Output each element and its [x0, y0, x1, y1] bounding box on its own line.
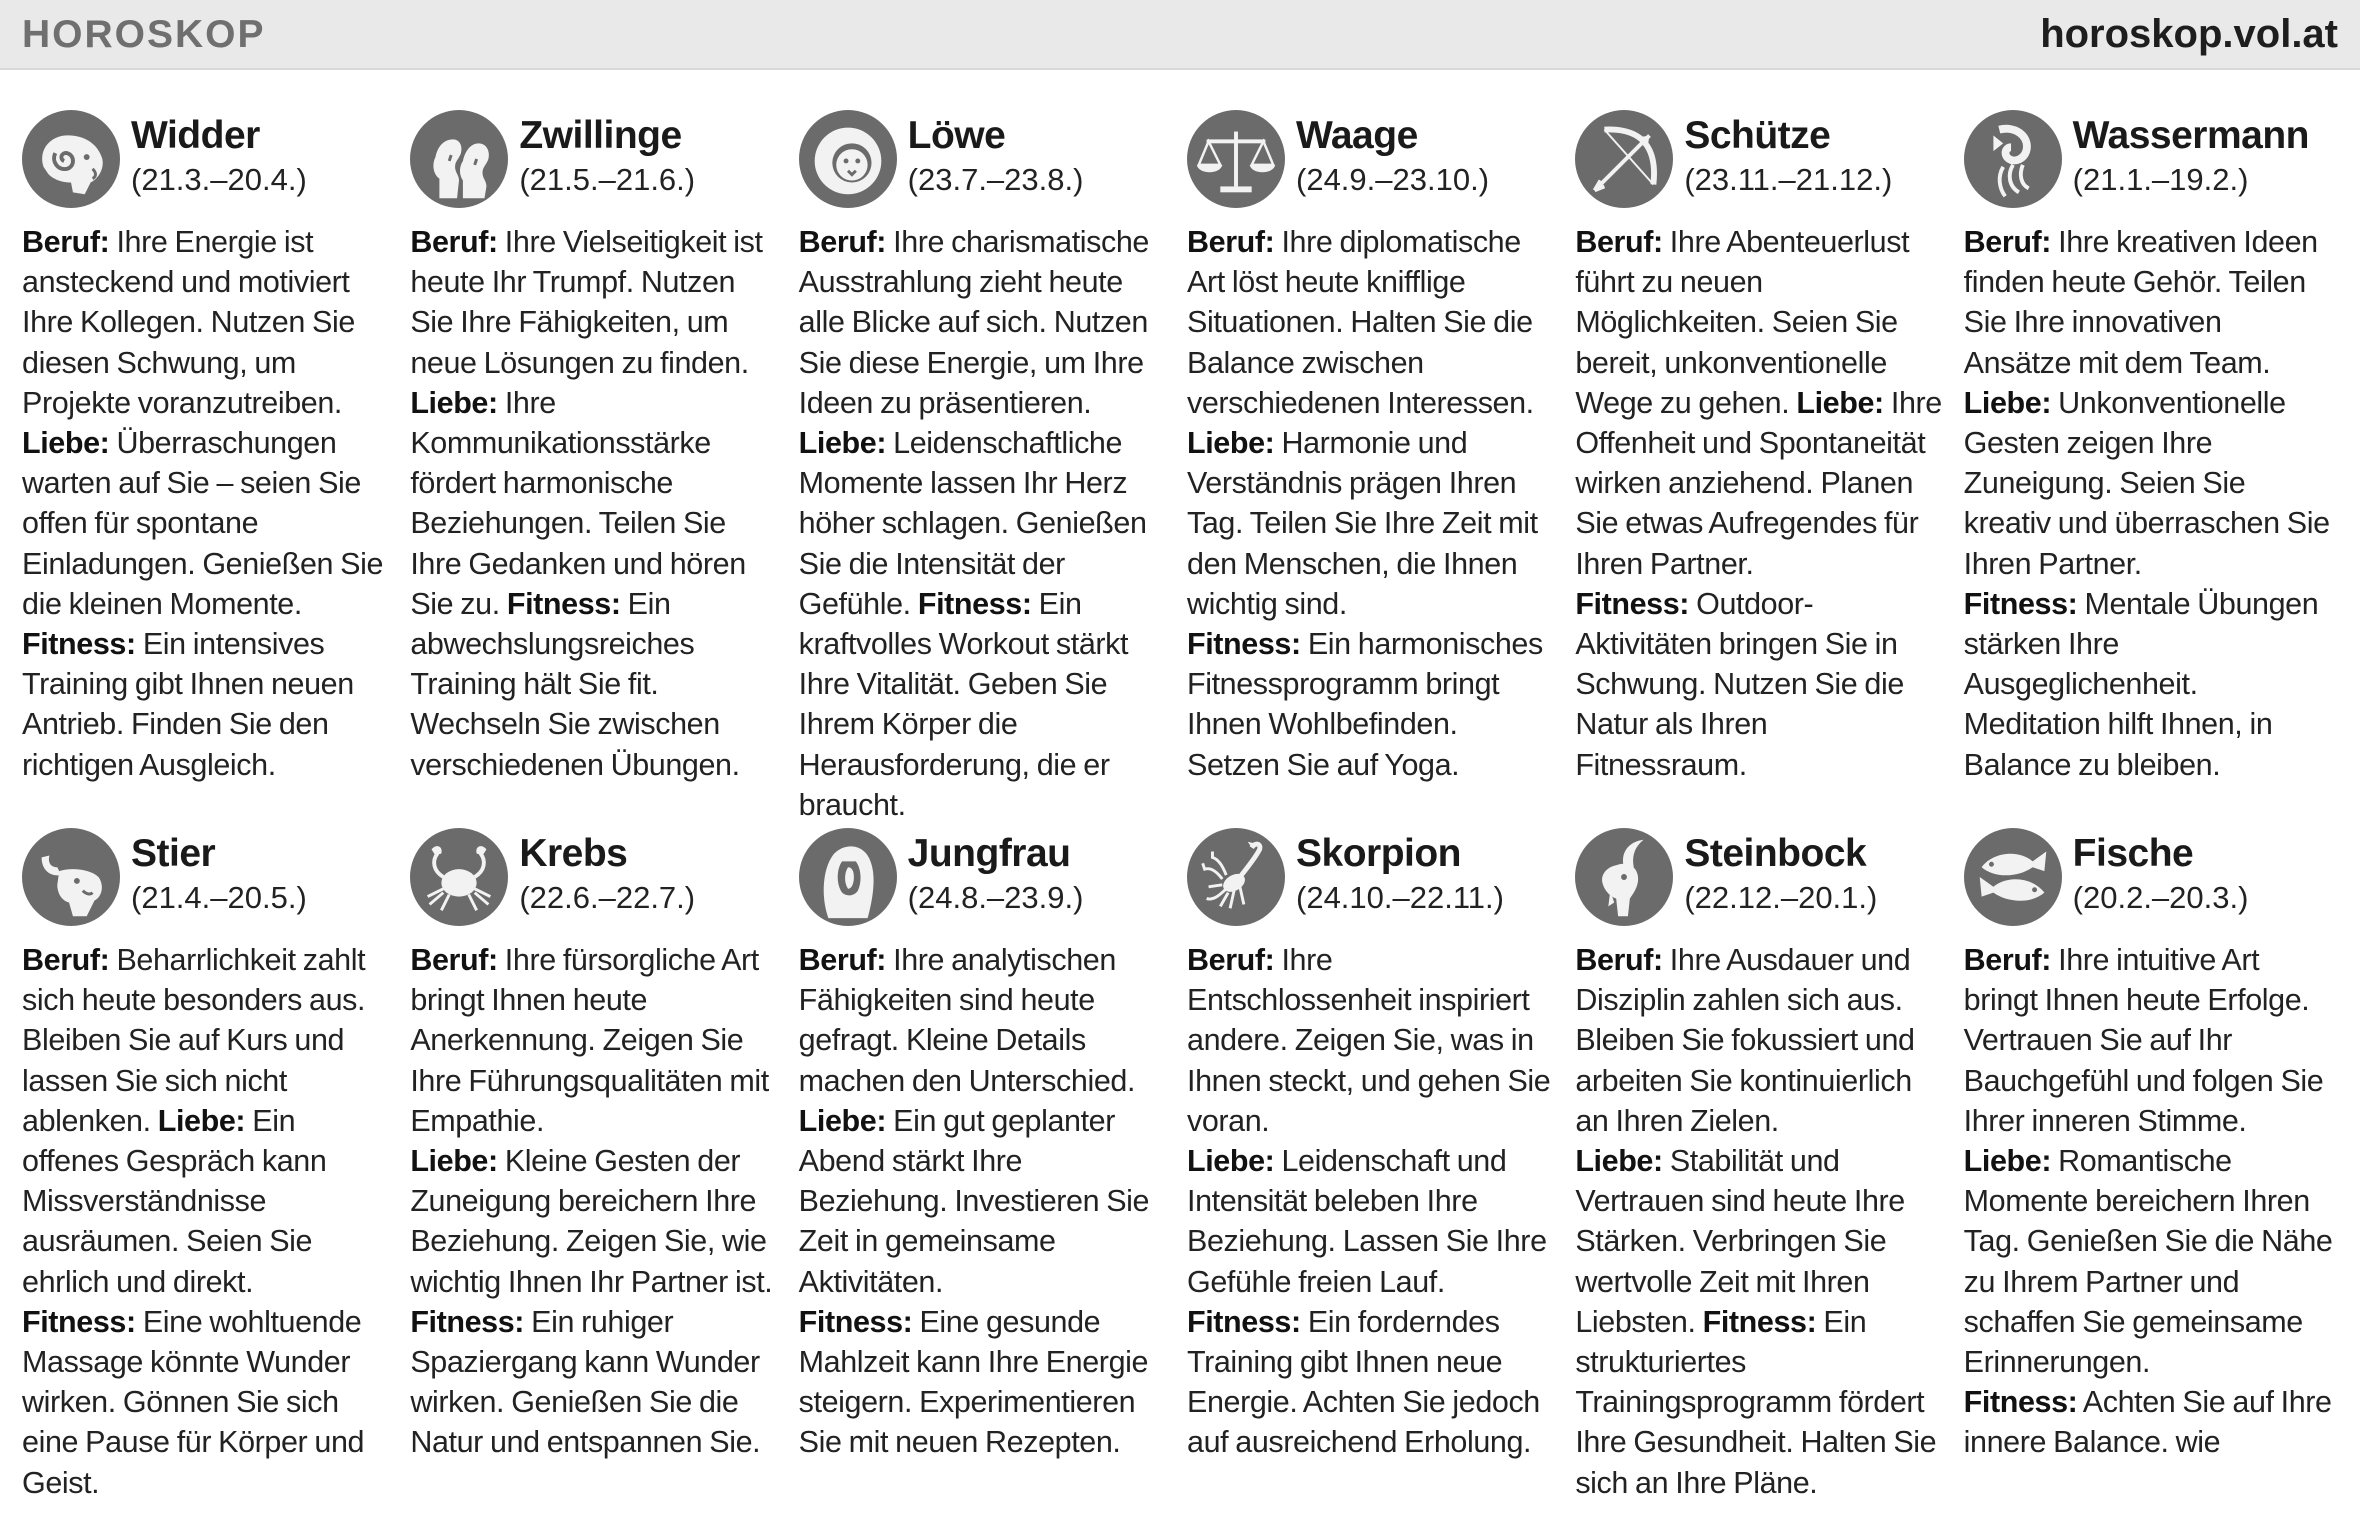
- liebe-label: Liebe:: [410, 385, 498, 420]
- sign-name: Fische: [2072, 832, 2194, 875]
- beruf-text: Ihre Energie ist ansteckend und motiviert Ihre Kollegen. Nutzen Sie diesen Schwung, um Projekte voranzutreiben.: [22, 225, 355, 420]
- beruf-label: Beruf:: [410, 943, 498, 977]
- fitness-label: Fitness:: [22, 1304, 136, 1339]
- beruf-text: Ihre diplomatische Art löst heute knifflige Situationen. Halten Sie die Balance zwischen verschiedenen Interessen.: [1187, 225, 1534, 420]
- water-bearer-icon: [1964, 110, 2062, 208]
- fitness-label: Fitness:: [1187, 627, 1301, 662]
- sign-text: [1964, 940, 2334, 1463]
- liebe-label: Liebe:: [798, 1103, 887, 1138]
- beruf-text: Ihre charismatische Ausstrahlung zieht heute alle Blicke auf sich. Nutzen Sie diese Energie, um Ihre Ideen zu präsentieren.: [798, 225, 1149, 420]
- liebe-text: Stabilität und Vertrauen sind heute Ihre Stärken. Verbringen Sie wertvolle Zeit mit Ihren Liebsten.: [1575, 1144, 1905, 1339]
- sign-widder: [22, 108, 410, 826]
- fitness-text: Mentale Übungen stärken Ihre Ausgeglichenheit. Meditation hilft Ihnen, in Balance zu bleiben.: [1963, 586, 2319, 782]
- sign-text: [1964, 222, 2334, 785]
- liebe-label: Liebe:: [1796, 385, 1884, 420]
- sign-dates: (21.3.–20.4.): [131, 162, 307, 197]
- beruf-text: Ihre Ausdauer und Disziplin zahlen sich aus. Bleiben Sie fokussiert und arbeiten Sie kontinuierlich an Ihren Zielen.: [1575, 943, 1915, 1138]
- sign-krebs: [410, 826, 798, 1508]
- sign-name: Jungfrau: [907, 832, 1071, 875]
- sign-zwillinge: [410, 108, 798, 826]
- fitness-text: Ein forderndes Training gibt Ihnen neue Energie. Achten Sie jedoch auf ausreichend Erholung.: [1187, 1304, 1540, 1460]
- ram-icon: [22, 110, 120, 208]
- sign-name: Zwillinge: [519, 114, 682, 157]
- beruf-text: Ihre intuitive Art bringt Ihnen heute Erfolge. Vertrauen Sie auf Ihr Bauchgefühl und folgen Sie Ihrer inneren Stimme.: [1963, 943, 2324, 1138]
- liebe-label: Liebe:: [798, 426, 887, 461]
- sign-text: [1187, 940, 1557, 1463]
- beruf-label: Beruf:: [22, 943, 110, 977]
- liebe-text: Ein offenes Gespräch kann Missverständnisse ausräumen. Seien Sie ehrlich und direkt.: [22, 1103, 327, 1299]
- fitness-text: Ein abwechslungsreiches Training hält Sie fit. Wechseln Sie zwischen verschiedenen Übungen.: [410, 586, 740, 782]
- fish-icon: [1964, 828, 2062, 926]
- beruf-text: Ihre fürsorgliche Art bringt Ihnen heute Anerkennung. Zeigen Sie Ihre Führungsqualitäten mit Empathie.: [410, 943, 769, 1138]
- sign-wassermann: [1964, 108, 2352, 826]
- sign-dates: (24.9.–23.10.): [1296, 162, 1490, 197]
- lion-icon: [799, 110, 897, 208]
- beruf-label: Beruf:: [798, 225, 887, 259]
- sign-text: [1575, 940, 1945, 1503]
- goat-icon: [1575, 828, 1673, 926]
- fitness-label: Fitness:: [1963, 586, 2078, 621]
- liebe-label: Liebe:: [1187, 1144, 1275, 1179]
- scorpion-icon: [1187, 828, 1285, 926]
- liebe-text: Ihre Kommunikationsstärke fördert harmonische Beziehungen. Teilen Sie Ihre Gedanken und hören Sie zu.: [410, 385, 746, 621]
- beruf-text: Ihre kreativen Ideen finden heute Gehör. Teilen Sie Ihre innovativen Ansätze mit dem Team.: [1963, 225, 2318, 380]
- sign-fische: [1964, 826, 2352, 1508]
- beruf-label: Beruf:: [1575, 943, 1663, 977]
- fitness-text: Eine wohltuende Massage könnte Wunder wirken. Gönnen Sie sich eine Pause für Körper und Geist.: [22, 1304, 365, 1500]
- beruf-label: Beruf:: [22, 225, 110, 259]
- liebe-text: Ein gut geplanter Abend stärkt Ihre Beziehung. Investieren Sie Zeit in gemeinsame Aktivitäten.: [798, 1103, 1150, 1299]
- sign-dates: (22.12.–20.1.): [1684, 880, 1878, 915]
- sign-dates: (21.1.–19.2.): [2072, 162, 2249, 197]
- section-title: HOROSKOP: [22, 13, 266, 56]
- fitness-label: Fitness:: [1575, 586, 1690, 621]
- virgin-icon: [799, 828, 897, 926]
- liebe-label: Liebe:: [410, 1144, 498, 1179]
- fitness-text: Ein harmonisches Fitnessprogramm bringt Ihnen Wohlbefinden. Setzen Sie auf Yoga.: [1187, 627, 1543, 782]
- sign-text: [22, 940, 392, 1503]
- sign-text: [410, 940, 780, 1463]
- sign-dates: (22.6.–22.7.): [519, 880, 696, 915]
- liebe-label: Liebe:: [22, 426, 110, 461]
- fitness-label: Fitness:: [22, 627, 136, 662]
- sign-name: Schütze: [1684, 114, 1831, 157]
- sign-name: Steinbock: [1684, 832, 1867, 875]
- sign-skorpion: [1187, 826, 1575, 1508]
- sign-text: [799, 940, 1169, 1463]
- sign-name: Waage: [1296, 114, 1418, 157]
- fitness-label: Fitness:: [1702, 1304, 1817, 1339]
- liebe-text: Harmonie und Verständnis prägen Ihren Tag. Teilen Sie Ihre Zeit mit den Menschen, die Ihnen wichtig sind.: [1187, 426, 1538, 621]
- sign-waage: [1187, 108, 1575, 826]
- sign-dates: (21.5.–21.6.): [519, 162, 696, 197]
- sign-text: [22, 222, 392, 785]
- beruf-label: Beruf:: [1575, 225, 1663, 259]
- fitness-text: Ein strukturiertes Trainingsprogramm fördert Ihre Gesundheit. Halten Sie sich an Ihre Pläne.: [1575, 1304, 1937, 1500]
- crab-icon: [410, 828, 508, 926]
- beruf-label: Beruf:: [1963, 943, 2052, 977]
- liebe-text: Überraschungen warten auf Sie – seien Sie offen für spontane Einladungen. Genießen Sie die kleinen Momente.: [22, 426, 384, 621]
- fitness-label: Fitness:: [798, 1304, 913, 1339]
- sign-name: Widder: [131, 114, 260, 157]
- horoscope-grid: [22, 108, 2352, 1508]
- beruf-label: Beruf:: [1187, 943, 1275, 977]
- sign-name: Löwe: [907, 114, 1006, 157]
- scales-icon: [1187, 110, 1285, 208]
- archer-icon: [1575, 110, 1673, 208]
- sign-steinbock: [1575, 826, 1963, 1508]
- sign-stier: [22, 826, 410, 1508]
- liebe-label: Liebe:: [1963, 1144, 2052, 1179]
- sign-schuetze: [1575, 108, 1963, 826]
- liebe-text: Unkonventionelle Gesten zeigen Ihre Zuneigung. Seien Sie kreativ und überraschen Sie Ihren Partner.: [1963, 385, 2330, 581]
- sign-text: [1187, 222, 1557, 785]
- liebe-label: Liebe:: [1575, 1144, 1663, 1179]
- liebe-label: Liebe:: [157, 1103, 246, 1138]
- sign-name: Krebs: [519, 832, 628, 875]
- liebe-label: Liebe:: [1963, 385, 2052, 420]
- sign-text: [799, 222, 1169, 825]
- fitness-text: Outdoor-Aktivitäten bringen Sie in Schwung. Nutzen Sie die Natur als Ihren Fitnessraum.: [1575, 586, 1904, 782]
- fitness-label: Fitness:: [917, 586, 1032, 621]
- sign-name: Skorpion: [1296, 832, 1462, 875]
- twins-icon: [410, 110, 508, 208]
- sign-loewe: [799, 108, 1187, 826]
- beruf-text: Ihre Abenteuerlust führt zu neuen Möglichkeiten. Seien Sie bereit, unkonventionelle Wege zu gehen.: [1575, 225, 1910, 420]
- fitness-text: Ein ruhiger Spaziergang kann Wunder wirken. Genießen Sie die Natur und entspannen Sie.: [410, 1304, 761, 1460]
- sign-name: Wassermann: [2072, 114, 2309, 157]
- beruf-text: Beharrlichkeit zahlt sich heute besonders aus. Bleiben Sie auf Kurs und lassen Sie sich nicht ablenken.: [22, 943, 366, 1138]
- fitness-label: Fitness:: [506, 586, 621, 621]
- fitness-label: Fitness:: [1963, 1385, 2078, 1420]
- page-header: [0, 0, 2360, 70]
- fitness-text: Eine gesunde Mahlzeit kann Ihre Energie steigern. Experimentieren Sie mit neuen Rezepten.: [798, 1304, 1149, 1460]
- beruf-label: Beruf:: [1187, 225, 1275, 259]
- beruf-label: Beruf:: [798, 943, 887, 977]
- sign-text: [410, 222, 780, 785]
- sign-text: [1575, 222, 1945, 785]
- beruf-text: Ihre Vielseitigkeit ist heute Ihr Trumpf. Nutzen Sie Ihre Fähigkeiten, um neue Lösungen zu finden.: [410, 225, 763, 380]
- fitness-text: Ein kraftvolles Workout stärkt Ihre Vitalität. Geben Sie Ihrem Körper die Herausforderung, die er braucht.: [798, 586, 1129, 822]
- bull-icon: [22, 828, 120, 926]
- sign-name: Stier: [131, 832, 216, 875]
- fitness-text: Ein intensives Training gibt Ihnen neuen Antrieb. Finden Sie den richtigen Ausgleich.: [22, 627, 354, 782]
- sign-dates: (24.8.–23.9.): [907, 880, 1084, 915]
- liebe-text: Ihre Offenheit und Spontaneität wirken anziehend. Planen Sie etwas Aufregendes für Ihren Partner.: [1575, 385, 1942, 581]
- sign-dates: (23.7.–23.8.): [907, 162, 1084, 197]
- beruf-label: Beruf:: [410, 225, 498, 259]
- fitness-label: Fitness:: [410, 1304, 525, 1339]
- sign-dates: (20.2.–20.3.): [2072, 880, 2249, 915]
- sign-dates: (21.4.–20.5.): [131, 880, 307, 915]
- liebe-text: Leidenschaft und Intensität beleben Ihre Beziehung. Lassen Sie Ihre Gefühle freien Lauf.: [1187, 1144, 1547, 1299]
- liebe-text: Kleine Gesten der Zuneigung bereichern Ihre Beziehung. Zeigen Sie, wie wichtig Ihnen Ihr Partner ist.: [410, 1144, 773, 1299]
- liebe-label: Liebe:: [1187, 426, 1275, 461]
- liebe-text: Romantische Momente bereichern Ihren Tag. Genießen Sie die Nähe zu Ihrem Partner und schaffen Sie gemeinsame Erinnerungen.: [1963, 1144, 2333, 1380]
- fitness-label: Fitness:: [1187, 1304, 1301, 1339]
- liebe-text: Leidenschaftliche Momente lassen Ihr Herz höher schlagen. Genießen Sie die Intensität der Gefühle.: [798, 426, 1147, 621]
- sign-dates: (24.10.–22.11.): [1296, 880, 1504, 915]
- beruf-label: Beruf:: [1963, 225, 2052, 259]
- sign-jungfrau: [799, 826, 1187, 1508]
- beruf-text: Ihre Entschlossenheit inspiriert andere. Zeigen Sie, was in Ihnen steckt, und gehen Sie voran.: [1187, 943, 1551, 1138]
- beruf-text: Ihre analytischen Fähigkeiten sind heute gefragt. Kleine Details machen den Unterschied.: [798, 943, 1136, 1098]
- site-url[interactable]: horoskop.vol.at: [2040, 12, 2338, 56]
- sign-dates: (23.11.–21.12.): [1684, 162, 1893, 197]
- fitness-text: Achten Sie auf Ihre innere Balance. wie: [1963, 1385, 2332, 1460]
